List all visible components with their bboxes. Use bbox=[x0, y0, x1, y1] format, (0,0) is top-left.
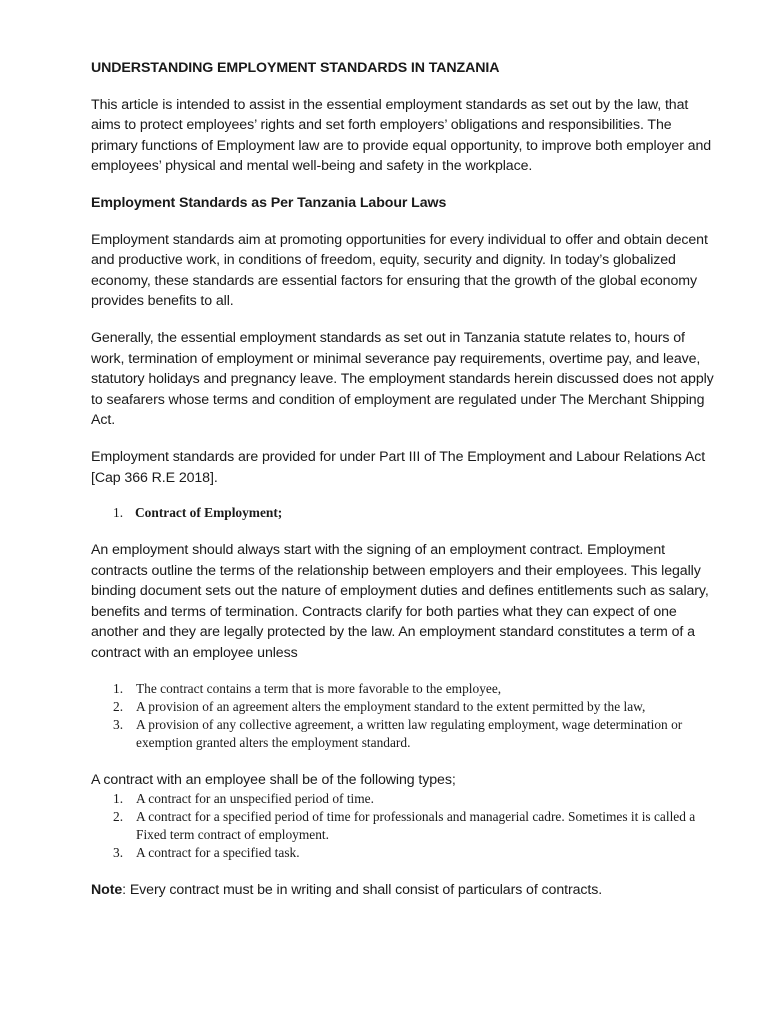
list-item-text: The contract contains a term that is more favorable to the employee, bbox=[136, 680, 502, 696]
exceptions-list bbox=[91, 680, 715, 752]
paragraph-standards-aim: Employment standards aim at promoting opportunities for every individual to offer and obtain decent and productive work, in conditions of freedom, equity, security and dignity. In today’s globalized economy, these standards are essential factors for ensuring that the growth of the global economy provides benefits to all. bbox=[91, 231, 708, 310]
list-item-number: 3. bbox=[113, 845, 124, 861]
contract-types-list bbox=[91, 790, 715, 862]
list-item-text: A provision of any collective agreement, a written law regulating employment, wage determination or exemption granted alters the employment standard. bbox=[136, 716, 683, 750]
list-item-text: A contract for an unspecified period of time. bbox=[136, 791, 374, 807]
paragraph-contract-types: A contract with an employee shall be of the following types; bbox=[91, 771, 456, 788]
list-item bbox=[91, 716, 715, 752]
list-item-number: 2. bbox=[113, 809, 124, 825]
list-item bbox=[91, 808, 715, 844]
note-label: Note bbox=[91, 882, 123, 899]
list-item-text: A contract for a specified period of time for professionals and managerial cadre. Sometimes it is called a Fixed term contract of employment. bbox=[136, 809, 696, 843]
list-item bbox=[91, 698, 715, 716]
paragraph-part-iii: Employment standards are provided for under Part III of The Employment and Labour Relations Act [Cap 366 R.E 2018]. bbox=[91, 448, 706, 486]
list-item-text: A contract for a specified task. bbox=[136, 845, 300, 861]
list-item-number: 1. bbox=[113, 791, 124, 807]
list-item bbox=[91, 680, 715, 698]
note-text: : Every contract must be in writing and shall consist of particulars of contracts. bbox=[122, 882, 603, 899]
list-item bbox=[91, 790, 715, 808]
list-item bbox=[91, 844, 715, 862]
contract-heading-number: 1. bbox=[113, 505, 124, 521]
list-item-number: 2. bbox=[113, 698, 124, 714]
list-item-text: A provision of an agreement alters the employment standard to the extent permitted by the law, bbox=[136, 698, 646, 714]
intro-paragraph: This article is intended to assist in the essential employment standards as set out by the law, that aims to protect employees’ rights and set forth employers’ obligations and responsibilities. The primary functions of Employment law are to provide equal opportunity, to improve both employer and employees’ physical and mental well-being and safety in the workplace. bbox=[91, 96, 712, 175]
paragraph-contract: An employment should always start with the signing of an employment contract. Employment contracts outline the terms of the relationship between employers and their employees. This legally binding document sets out the nature of employment duties and defines entitlements such as salary, benefits and terms of termination. Contracts clarify for both parties what they can expect of one another and they are legally protected by the law. An employment standard constitutes a term of a contract with an employee unless bbox=[91, 542, 709, 662]
note-paragraph bbox=[91, 880, 715, 901]
list-item-number: 1. bbox=[113, 680, 124, 696]
contract-heading-text: Contract of Employment; bbox=[135, 505, 283, 521]
section-heading: Employment Standards as Per Tanzania Labour Laws bbox=[91, 194, 447, 211]
paragraph-statute-scope: Generally, the essential employment standards as set out in Tanzania statute relates to, hours of work, termination of employment or minimal severance pay requirements, overtime pay, and leave, statutory holidays and pregnancy leave. The employment standards herein discussed does not apply to seafarers whose terms and condition of employment are regulated under The Merchant Shipping Act. bbox=[91, 329, 714, 429]
document-page bbox=[91, 58, 715, 917]
contract-heading bbox=[91, 504, 715, 522]
document-title: UNDERSTANDING EMPLOYMENT STANDARDS IN TANZANIA bbox=[91, 60, 500, 76]
list-item-number: 3. bbox=[113, 716, 124, 732]
